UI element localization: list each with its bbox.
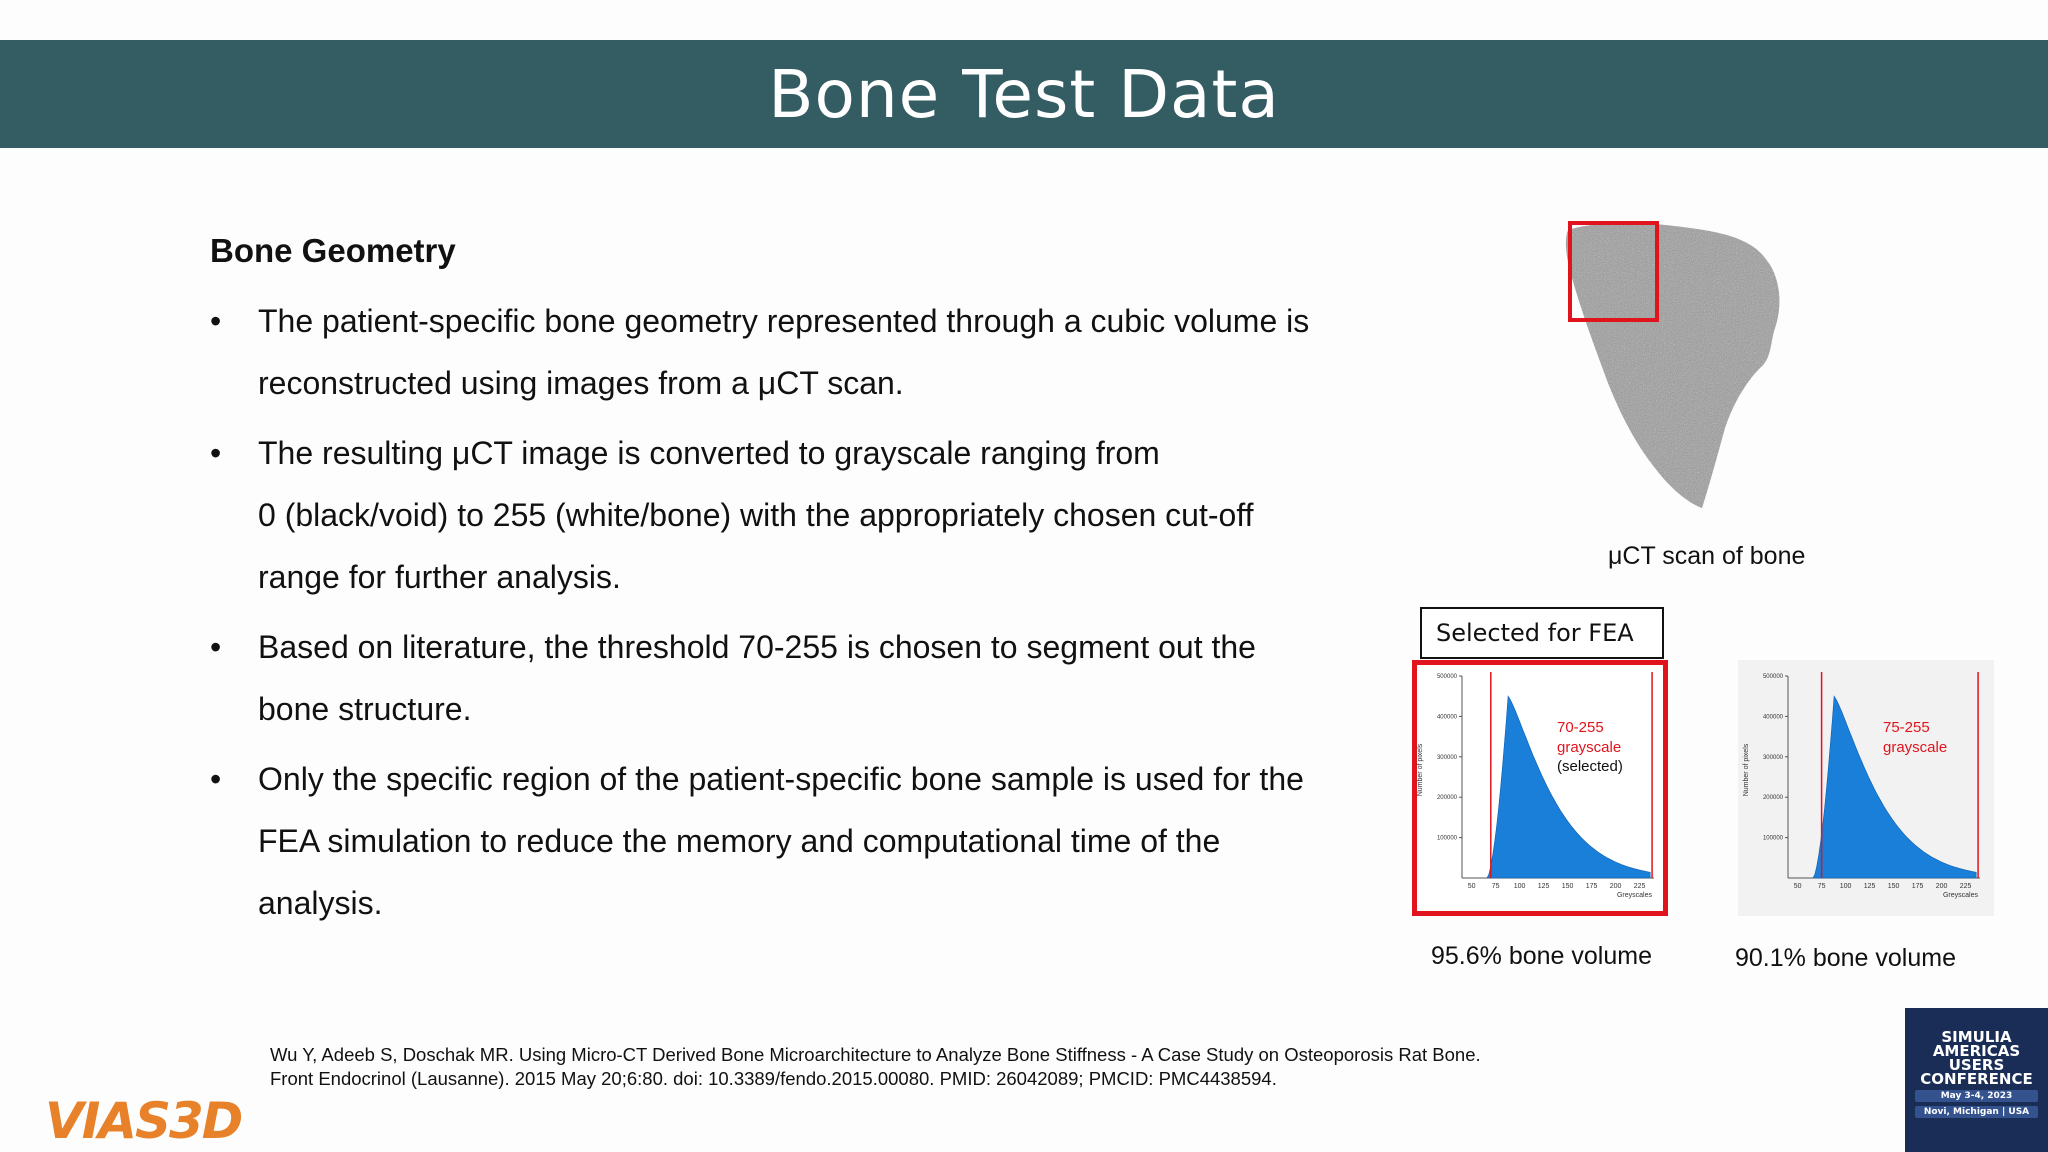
conference-place: Novi, Michigan | USA (1915, 1106, 2038, 1118)
bullet-line: range for further analysis. (258, 559, 621, 595)
y-tick-label: 100000 (1762, 835, 1783, 842)
bone-scan-svg (1560, 218, 1800, 518)
y-tick-label: 200000 (1436, 795, 1457, 802)
histogram-chart (1738, 660, 1994, 916)
x-tick-label: 200 (1935, 883, 1948, 890)
x-tick-label: 100 (1513, 883, 1526, 890)
x-tick-label: 150 (1887, 883, 1900, 890)
histogram-caption: 90.1% bone volume (1735, 944, 1956, 972)
x-tick-label: 75 (1491, 883, 1500, 890)
x-tick-label: 175 (1911, 883, 1924, 890)
bullet-line: The resulting μCT image is converted to grayscale ranging from (258, 435, 1160, 471)
y-tick-label: 300000 (1762, 754, 1783, 761)
conference-badge (1905, 1008, 2048, 1152)
section-heading: Bone Geometry (210, 232, 456, 269)
x-tick-label: 100 (1839, 883, 1852, 890)
selected-for-fea-label: Selected for FEA (1420, 607, 1664, 659)
bullet-item (210, 422, 1410, 608)
bone-texture (1566, 223, 1779, 508)
x-tick-label: 75 (1817, 883, 1826, 890)
x-axis-label: Greyscales (1616, 892, 1652, 899)
bullet-marker: • (210, 435, 222, 471)
range-label-unit: grayscale (1557, 739, 1622, 756)
y-axis-label: Number of pixels (1743, 743, 1750, 797)
x-tick-label: 225 (1633, 883, 1646, 890)
vias3d-logo: VIAS3D (45, 1092, 242, 1150)
y-tick-label: 100000 (1436, 835, 1457, 842)
x-tick-label: 125 (1537, 883, 1550, 890)
title-bar (0, 40, 2048, 148)
bone-scan-image (1560, 218, 1800, 518)
bullet-list (210, 290, 1410, 942)
scan-caption: μCT scan of bone (1608, 542, 1806, 570)
histogram-caption: 95.6% bone volume (1431, 942, 1652, 970)
bullet-item (210, 748, 1410, 934)
bullet-marker: • (210, 761, 222, 797)
slide-title: Bone Test Data (768, 55, 1280, 133)
bullet-line: reconstructed using images from a μCT scan. (258, 365, 904, 401)
y-axis-label: Number of pixels (1417, 743, 1424, 797)
x-tick-label: 200 (1609, 883, 1622, 890)
x-tick-label: 175 (1585, 883, 1598, 890)
citation (270, 1043, 1481, 1091)
citation-line: Wu Y, Adeeb S, Doschak MR. Using Micro-CT Derived Bone Microarchitecture to Analyze Bone Stiffness - A Case Study on Osteoporosis Rat Bone. (270, 1044, 1481, 1065)
x-tick-label: 50 (1793, 883, 1802, 890)
bullet-line: Only the specific region of the patient-specific bone sample is used for the (258, 761, 1304, 797)
histogram-alternative (1738, 660, 1994, 916)
y-tick-label: 200000 (1762, 795, 1783, 802)
x-tick-label: 125 (1863, 883, 1876, 890)
bullet-marker: • (210, 303, 222, 339)
conference-date: May 3-4, 2023 (1915, 1090, 2038, 1102)
conference-line: USERS (1948, 1056, 2005, 1074)
bullet-line: analysis. (258, 885, 383, 921)
bullet-line: bone structure. (258, 691, 472, 727)
x-tick-label: 225 (1959, 883, 1972, 890)
x-axis-label: Greyscales (1942, 892, 1978, 899)
y-tick-label: 500000 (1436, 674, 1457, 680)
bullet-item (210, 290, 1410, 414)
citation-line: Front Endocrinol (Lausanne). 2015 May 20;6:80. doi: 10.3389/fendo.2015.00080. PMID: 26042089; PMCID: PMC4438594. (270, 1068, 1277, 1089)
x-tick-label: 50 (1467, 883, 1476, 890)
y-tick-label: 300000 (1436, 754, 1457, 761)
range-label-unit: grayscale (1883, 739, 1948, 756)
bullet-marker: • (210, 629, 222, 665)
bullet-line: The patient-specific bone geometry represented through a cubic volume is (258, 303, 1310, 339)
bullet-line: Based on literature, the threshold 70-255 is chosen to segment out the (258, 629, 1256, 665)
conference-line: CONFERENCE (1920, 1070, 2033, 1088)
y-tick-label: 400000 (1436, 714, 1457, 721)
histogram-selected (1412, 660, 1668, 916)
bullet-item (210, 616, 1410, 740)
y-tick-label: 500000 (1762, 674, 1783, 680)
conference-line: SIMULIA (1941, 1028, 2012, 1046)
bullet-line: 0 (black/void) to 255 (white/bone) with the appropriately chosen cut-off (258, 497, 1254, 533)
histogram-chart (1412, 660, 1668, 916)
bullet-line: FEA simulation to reduce the memory and computational time of the (258, 823, 1221, 859)
y-tick-label: 400000 (1762, 714, 1783, 721)
range-label: 75-255 (1883, 719, 1930, 736)
conference-line: AMERICAS (1932, 1042, 2021, 1060)
selected-note: (selected) (1557, 758, 1623, 775)
range-label: 70-255 (1557, 719, 1604, 736)
x-tick-label: 150 (1561, 883, 1574, 890)
